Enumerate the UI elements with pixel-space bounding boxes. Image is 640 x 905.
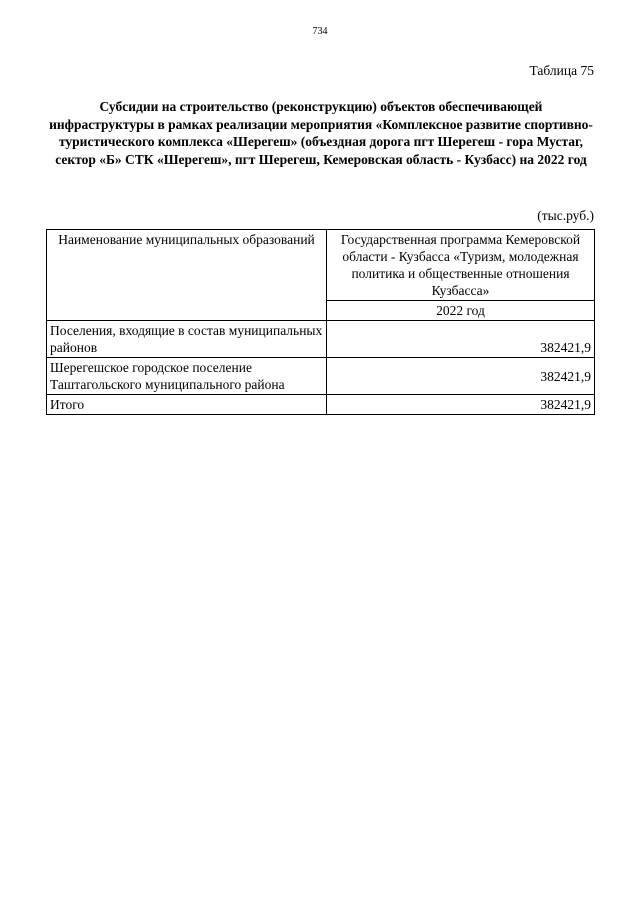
row-value: 382421,9	[327, 358, 595, 395]
subsidy-table	[46, 229, 595, 415]
row-name: Шерегешское городское поселение Таштагольского муниципального района	[47, 358, 327, 395]
row-value: 382421,9	[327, 321, 595, 358]
table-header-row	[47, 230, 595, 301]
table-row	[47, 321, 595, 358]
row-value: 382421,9	[327, 395, 595, 415]
row-name: Итого	[47, 395, 327, 415]
header-name-column: Наименование муниципальных образований	[47, 230, 327, 321]
units-label: (тыс.руб.)	[537, 208, 594, 223]
page-number: 734	[312, 26, 328, 37]
header-year: 2022 год	[327, 301, 595, 321]
row-name: Поселения, входящие в состав муниципальных районов	[47, 321, 327, 358]
document-title: Субсидии на строительство (реконструкцию) объектов обеспечивающей инфраструктуры в рамках реализации мероприятия «Комплексное развитие спортивно-туристического комплекса «Шерегеш» (объездная дорога пгт Шерегеш - гора Мустаг, сектор «Б» СТК «Шерегеш», пгт Шерегеш, Кемеровская область - Кузбасс) на 2022 год	[49, 99, 593, 167]
table-label: Таблица 75	[529, 63, 594, 78]
table-row	[47, 358, 595, 395]
table-total-row	[47, 395, 595, 415]
header-program-column: Государственная программа Кемеровской области - Кузбасса «Туризм, молодежная политика и общественные отношения Кузбасса»	[327, 230, 595, 301]
